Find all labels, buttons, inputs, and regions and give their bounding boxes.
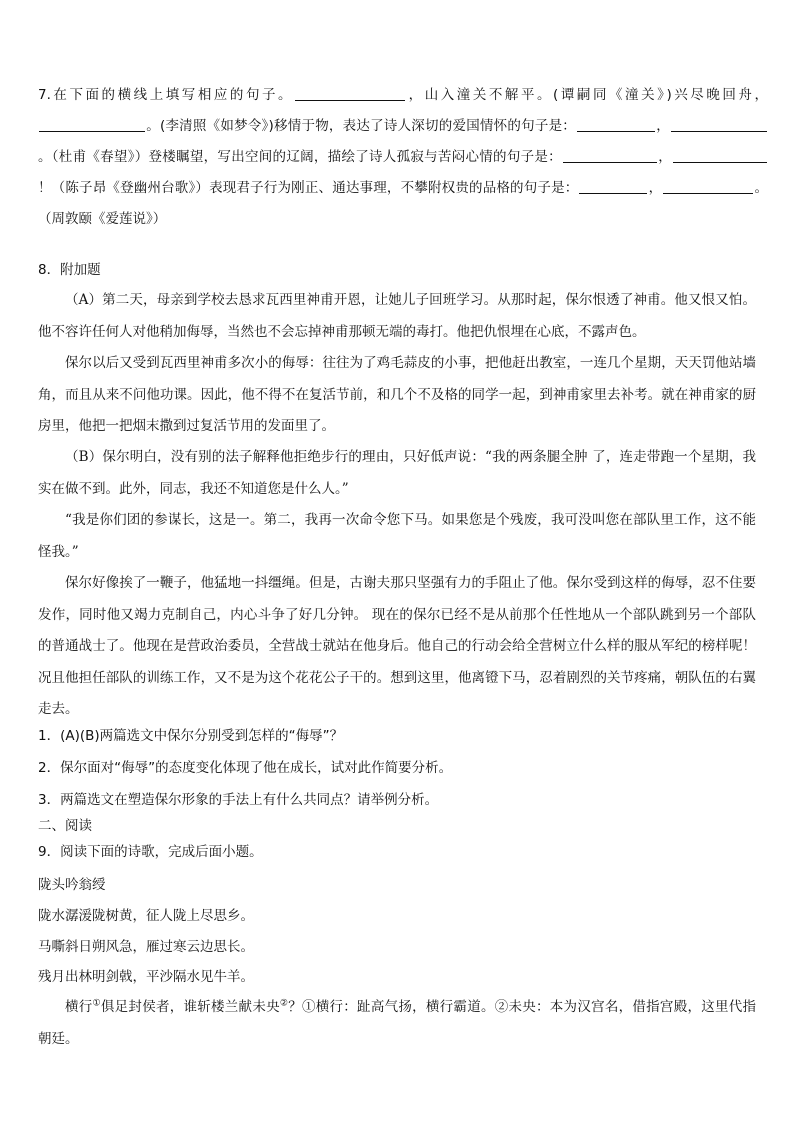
poem-notes: ？①横行：趾高气扬，横行霸道。②未央：本为汉宫名，借指宫殿，这里代指朝廷。: [38, 999, 757, 1047]
q7-text: ，: [657, 149, 673, 165]
passage-a-paragraph-1: （A）第二天，母亲到学校去恳求瓦西里神甫开恩，让她儿子回班学习。从那时起，保尔恨透了神甫。他又恨又怕。他不容许任何人对他稍加侮辱，当然也不会忘掉神甫那顿无端的毒打。他把仇恨埋在心底，不露声色。: [38, 292, 756, 340]
q7-text: ，: [656, 118, 670, 134]
question-8-2: 2．保尔面对“侮辱”的态度变化体现了他在成长，试对此作简要分析。: [38, 760, 453, 776]
poem-line-3: 残月出林明剑戟，平沙隔水见牛羊。: [38, 969, 254, 985]
poem-title: 陇头吟翁绶: [38, 877, 106, 893]
question-8-title: 8．附加题: [38, 262, 101, 278]
passage-b-paragraph-3: 保尔好像挨了一鞭子，他猛地一抖缰绳。但是，古谢夫那只坚强有力的手阻止了他。保尔受到这样的侮辱，忍不住要发作，同时他又竭力克制自己，内心斗争了好几分钟。 现在的保尔已经不是从前那个任性地从一个部队跳到另一个部队的普通战士了。他现在是营政治委员，全营战士就站在他身后。他自己的行动会给全营树立什么样的服从军纪的榜样呢！况且他担任部队的训练工作，又不是为这个花花公子干的。想到这里，他离镫下马，忍着剧烈的关节疼痛，朝队伍的右翼走去。: [38, 575, 756, 717]
poem-line-1: 陇水潺湲陇树黄，征人陇上尽思乡。: [38, 908, 254, 924]
poem-text: 横行: [65, 999, 93, 1015]
q7-text: 。(李清照《如梦令》)移情于物，表达了诗人深切的爱国情怀的句子是：: [146, 118, 577, 134]
question-8-3: 3．两篇选文在塑造保尔形象的手法上有什么共同点？请举例分析。: [38, 792, 439, 808]
section-2-heading: 二、阅读: [38, 818, 92, 834]
poem-line-2: 马嘶斜日朔风急，雁过寒云边思长。: [38, 939, 254, 955]
question-7: [38, 80, 768, 235]
q7-text: 。（杜甫《春望》）登楼瞩望，写出空间的辽阔，描绘了诗人孤寂与苦闷心情的句子是：: [38, 149, 562, 165]
passage-a-paragraph-2: 保尔以后又受到瓦西里神甫多次小的侮辱：往往为了鸡毛蒜皮的小事，把他赶出教室，一连几个星期，天天罚他站墙角，而且从来不问他功课。因此，他不得不在复活节前，和几个不及格的同学一起，到神甫家里去补考。就在神甫家的厨房里，他把一把烟末撒到过复活节用的发面里了。: [38, 355, 756, 434]
answer-blank[interactable]: [663, 178, 753, 194]
answer-blank[interactable]: [673, 147, 767, 163]
q7-text: ，: [648, 180, 663, 196]
answer-blank[interactable]: [579, 178, 647, 194]
question-9-title: 9．阅读下面的诗歌，完成后面小题。: [38, 844, 263, 860]
q7-text: 。（周敦颐《爱莲说》）: [38, 180, 769, 227]
passage-b-paragraph-1: （B）保尔明白，没有别的法子解释他拒绝步行的理由，只好低声说：“我的两条腿全肿 了，连走带跑一个星期，我实在做不到。此外，同志，我还不知道您是什么人。”: [38, 449, 756, 497]
poem-text: 俱足封侯者，谁斩楼兰献未央: [100, 999, 280, 1015]
poem-last-line-with-notes: [38, 992, 756, 1055]
question-8-1: 1．(A)(B)两篇选文中保尔分别受到怎样的“侮辱”？: [38, 728, 344, 744]
answer-blank[interactable]: [295, 85, 405, 101]
passage-b-paragraph-2: “我是你们团的参谋长，这是一。第二，我再一次命令您下马。如果您是个残废，我可没叫您在部队里工作，这不能怪我。”: [38, 512, 756, 560]
q7-text: ！（陈子昂《登幽州台歌》）表现君子行为刚正、通达事理，不攀附权贵的品格的句子是：: [38, 180, 579, 196]
answer-blank[interactable]: [563, 147, 657, 163]
answer-blank[interactable]: [39, 116, 145, 132]
q7-text: 7.在下面的横线上填写相应的句子。: [38, 87, 295, 103]
answer-blank[interactable]: [671, 116, 767, 132]
footnote-marker: ②: [279, 998, 289, 1009]
footnote-marker: ①: [92, 998, 101, 1009]
answer-blank[interactable]: [577, 116, 655, 132]
q7-text: ，山入潼关不解平。(谭嗣同《潼关》)兴尽晚回舟，: [406, 87, 768, 103]
